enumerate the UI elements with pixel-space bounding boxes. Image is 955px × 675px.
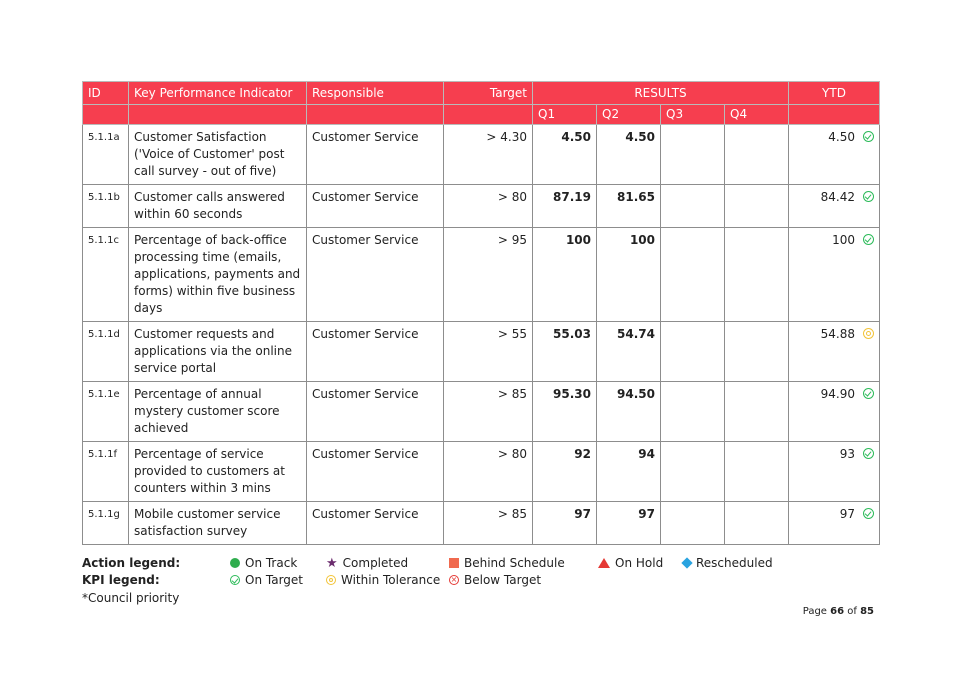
on-target-icon [863,388,874,399]
legend-on-track [230,556,297,570]
on-target-icon [230,575,240,585]
ytd-cell [789,322,880,382]
legend-on-hold [598,556,663,570]
ytd-value: 93 [839,447,855,461]
kpi-target: > 85 [444,382,533,442]
kpi-name: Percentage of back-office processing time (emails, applications, payments and forms) within five business days [129,228,307,322]
result-q3 [661,442,725,502]
table-row [83,228,880,322]
kpi-target: > 80 [444,442,533,502]
kpi-legend-label: KPI legend: [82,573,160,587]
result-q2: 100 [597,228,661,322]
page-number [803,606,874,617]
result-q1: 55.03 [533,322,597,382]
table-row [83,125,880,185]
header-blank [444,105,533,125]
table-row [83,185,880,228]
header-results: RESULTS [533,82,789,105]
kpi-name: Customer Satisfaction ('Voice of Customer' post call survey - out of five) [129,125,307,185]
below-target-icon: × [450,574,458,584]
header-q4: Q4 [725,105,789,125]
legend-below-target [449,573,541,587]
kpi-name: Mobile customer service satisfaction survey [129,502,307,545]
table-row [83,382,880,442]
legend-completed [326,556,408,571]
legend-text: On Track [245,556,298,570]
kpi-responsible: Customer Service [307,322,444,382]
kpi-id: 5.1.1b [83,185,129,228]
kpi-id: 5.1.1c [83,228,129,322]
star-icon: ★ [326,556,338,571]
kpi-name: Percentage of annual mystery customer score achieved [129,382,307,442]
ytd-cell [789,125,880,185]
legend-within-tolerance [326,573,440,587]
kpi-responsible: Customer Service [307,125,444,185]
result-q2: 97 [597,502,661,545]
kpi-target: > 4.30 [444,125,533,185]
header-q1: Q1 [533,105,597,125]
page-sep: of [847,606,857,617]
result-q3 [661,185,725,228]
table-row [83,502,880,545]
kpi-responsible: Customer Service [307,228,444,322]
page-prefix: Page [802,606,827,617]
header-target: Target [444,82,533,105]
header-blank [129,105,307,125]
ytd-cell [789,185,880,228]
ytd-value: 94.90 [820,387,855,401]
page-current: 66 [830,606,845,617]
header-q3: Q3 [661,105,725,125]
header-responsible: Responsible [307,82,444,105]
result-q2: 54.74 [597,322,661,382]
result-q2: 81.65 [597,185,661,228]
header-kpi: Key Performance Indicator [129,82,307,105]
kpi-responsible: Customer Service [307,502,444,545]
ytd-value: 54.88 [820,327,855,341]
result-q4 [725,322,789,382]
orange-square-icon [449,558,459,568]
legend-text: On Hold [615,556,664,570]
legend-text: Completed [342,556,409,570]
ytd-cell [789,442,880,502]
kpi-table [82,81,880,545]
result-q3 [661,228,725,322]
green-dot-icon [230,558,240,568]
kpi-id: 5.1.1f [83,442,129,502]
legend-text: Behind Schedule [464,556,565,570]
header-blank [789,105,880,125]
header-ytd: YTD [789,82,880,105]
table-row [83,322,880,382]
header-q2: Q2 [597,105,661,125]
kpi-target: > 80 [444,185,533,228]
on-target-icon [863,131,874,142]
result-q2: 94.50 [597,382,661,442]
result-q3 [661,125,725,185]
result-q4 [725,382,789,442]
result-q1: 92 [533,442,597,502]
result-q3 [661,322,725,382]
on-target-icon [863,508,874,519]
kpi-target: > 95 [444,228,533,322]
kpi-responsible: Customer Service [307,442,444,502]
kpi-id: 5.1.1d [83,322,129,382]
kpi-name: Customer calls answered within 60 seconds [129,185,307,228]
legend-text: Within Tolerance [341,573,441,587]
kpi-responsible: Customer Service [307,382,444,442]
legend-rescheduled [682,556,773,570]
result-q4 [725,125,789,185]
result-q4 [725,228,789,322]
council-priority-note: *Council priority [82,591,180,605]
legend-behind-schedule [449,556,565,570]
on-target-icon [863,448,874,459]
kpi-id: 5.1.1a [83,125,129,185]
page-total: 85 [860,606,874,617]
result-q1: 4.50 [533,125,597,185]
ytd-value: 97 [839,507,855,521]
within-tolerance-icon [326,575,336,585]
result-q1: 97 [533,502,597,545]
kpi-id: 5.1.1e [83,382,129,442]
diamond-icon [681,557,692,568]
table-row [83,442,880,502]
result-q1: 95.30 [533,382,597,442]
ytd-cell [789,502,880,545]
kpi-name: Percentage of service provided to customers at counters within 3 mins [129,442,307,502]
legend-text: On Target [245,573,303,587]
result-q2: 4.50 [597,125,661,185]
header-blank [307,105,444,125]
result-q4 [725,502,789,545]
kpi-target: > 55 [444,322,533,382]
ytd-cell [789,382,880,442]
ytd-value: 100 [832,233,855,247]
legend-on-target [230,573,303,587]
result-q4 [725,442,789,502]
legend-text: Rescheduled [696,556,773,570]
legend-text: Below Target [464,573,542,587]
result-q2: 94 [597,442,661,502]
within-tolerance-icon [863,328,874,339]
action-legend-label: Action legend: [82,556,181,570]
kpi-id: 5.1.1g [83,502,129,545]
kpi-responsible: Customer Service [307,185,444,228]
result-q1: 87.19 [533,185,597,228]
kpi-name: Customer requests and applications via the online service portal [129,322,307,382]
header-blank [83,105,129,125]
kpi-target: > 85 [444,502,533,545]
ytd-value: 84.42 [820,190,855,204]
result-q3 [661,502,725,545]
result-q3 [661,382,725,442]
on-target-icon [863,234,874,245]
result-q4 [725,185,789,228]
ytd-value: 4.50 [828,130,855,144]
header-id: ID [83,82,129,105]
on-target-icon [863,191,874,202]
result-q1: 100 [533,228,597,322]
triangle-icon [598,558,610,568]
ytd-cell [789,228,880,322]
